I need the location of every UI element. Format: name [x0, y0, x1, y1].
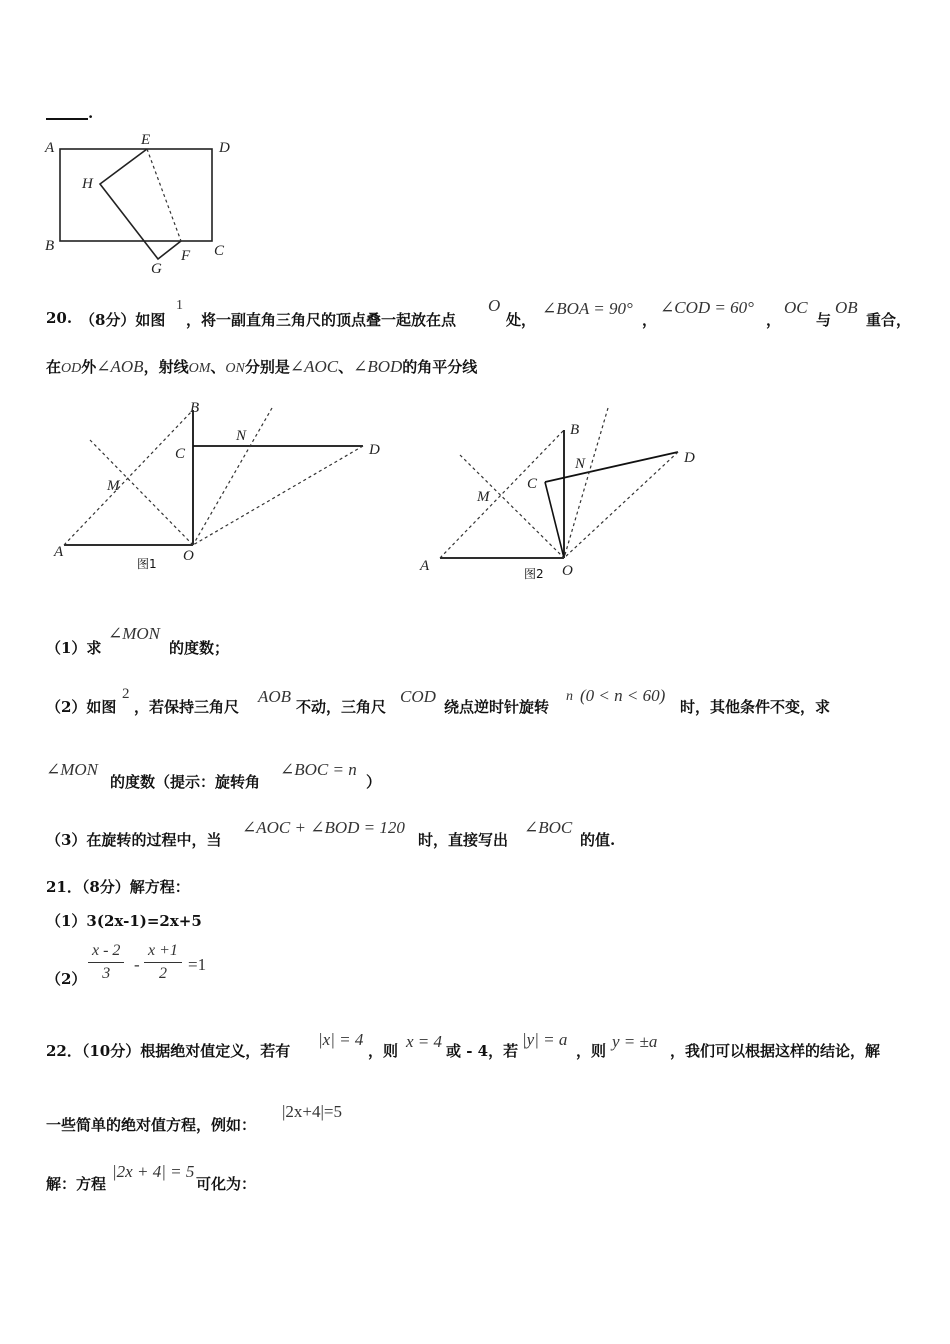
p2-b: ，若保持三角尺 [134, 698, 240, 716]
fig2-label-O: O [562, 563, 573, 579]
p2-mon: ∠MON [46, 760, 99, 779]
ray-OM [460, 455, 564, 558]
p3-boc: ∠BOC [524, 818, 573, 837]
fig2-label-A: A [420, 558, 430, 574]
p3-c: 的值. [580, 831, 616, 849]
seg-AB [440, 430, 564, 558]
label-B: B [45, 238, 55, 254]
p2-c: 不动，三角尺 [296, 698, 387, 716]
q20-angle-aoc: ∠AOC [289, 357, 339, 376]
q20-text1: ，将一副直角三角尺的顶点叠一起放在点 [186, 311, 457, 329]
q21-part1: （1）3(2x-1)=2x+5 [46, 912, 202, 930]
p2-aob: AOB [258, 687, 292, 706]
q21-frac1 [88, 942, 124, 983]
q22-abs-x: |x| = 4 [318, 1030, 364, 1049]
p2-a: （2）如图 [46, 698, 117, 716]
q22-sol-a: 解：方程 [46, 1175, 107, 1193]
fig1-label-A: A [54, 544, 64, 560]
q21-rhs: =1 [188, 955, 207, 974]
q20-ON: ON [225, 361, 245, 376]
p1-mon: ∠MON [108, 624, 161, 643]
label-C: C [214, 243, 225, 259]
seg-CO [545, 482, 564, 558]
p3-b: 时，直接写出 [418, 831, 509, 849]
label-H: H [82, 176, 93, 192]
q20-l2-b: 外 [81, 358, 97, 376]
q20-l2-c: ，射线 [143, 358, 189, 376]
fig1-label-M: M [107, 478, 120, 494]
dashed-ef [147, 149, 181, 241]
q21-frac1-num: x - 2 [88, 942, 124, 963]
fig1-label-C: C [175, 446, 186, 462]
q20-l2-f: 、 [338, 358, 354, 376]
q20-score: （8分）如图 [80, 311, 166, 329]
q22-x-eq: x = 4 [406, 1032, 443, 1051]
q20-point-O: O [488, 296, 501, 315]
p2-d: 绕点逆时针旋转 [444, 698, 550, 716]
q20-fig-ref: 1 [176, 298, 183, 313]
q21-frac2 [144, 942, 182, 983]
q20-l2-e: 分别是 [244, 358, 290, 376]
p2-f: 的度数（提示：旋转角 [110, 773, 261, 791]
q21-frac2-den: 2 [158, 965, 167, 982]
p3-expr: ∠AOC + ∠BOD = 120 [242, 818, 405, 837]
fig2-label-M: M [477, 489, 490, 505]
fig1-label-N: N [236, 428, 247, 444]
fig1-label-B: B [190, 400, 200, 416]
q22-c: 或 - 4，若 [446, 1042, 519, 1060]
fig2-label-C: C [527, 476, 538, 492]
q20-angle-bod: ∠BOD [353, 357, 403, 376]
q22-a: 22．（10分）根据绝对值定义，若有 [46, 1042, 291, 1060]
label-F: F [181, 248, 191, 264]
label-D: D [219, 140, 230, 156]
seg-DO [193, 446, 363, 545]
q20-number: 20. [46, 309, 73, 327]
q20-angle-cod: ∠COD = 60° [660, 298, 754, 317]
q22-y-eq: y = ±a [612, 1032, 658, 1051]
q20-line2 [46, 356, 477, 380]
q22-sol-b: 可化为： [196, 1175, 257, 1193]
q20-OC: OC [784, 298, 808, 317]
q20-angle-aob: ∠AOB [96, 357, 144, 376]
p2-n: n [566, 689, 573, 704]
p2-fig: 2 [122, 686, 130, 702]
q21-minus: - [134, 955, 140, 974]
q21-title: 21．（8分）解方程： [46, 878, 190, 896]
fold-hgf [100, 149, 181, 259]
q21-frac1-den: 3 [102, 965, 111, 982]
q20-text3: 与 [816, 311, 832, 329]
figure-1 [40, 392, 400, 582]
q21-frac2-num: x +1 [144, 942, 182, 963]
q22-b: ，则 [368, 1042, 399, 1060]
label-A: A [45, 140, 55, 156]
q20-l2-d: 、 [210, 358, 226, 376]
q22-abs-y: |y| = a [522, 1030, 568, 1049]
p3-a: （3）在旋转的过程中，当 [46, 831, 222, 849]
q22-d: ，则 [576, 1042, 607, 1060]
q22-e: ，我们可以根据这样的结论，解 [670, 1042, 881, 1060]
blank-period: . [88, 104, 94, 122]
q20-sep2: ， [766, 311, 782, 329]
fig2-label-N: N [575, 456, 586, 472]
rectangle-abcd [60, 149, 212, 241]
answer-blank [46, 104, 88, 120]
q22-sol-expr: |2x + 4| = 5 [112, 1162, 195, 1181]
q21-p2-label: （2） [46, 970, 87, 988]
q20-text4: 重合， [866, 311, 912, 329]
q20-angle-boa: ∠BOA = 90° [542, 299, 633, 318]
q22-example: |2x+4|=5 [282, 1102, 342, 1121]
label-E: E [141, 132, 151, 148]
q20-OB: OB [835, 298, 858, 317]
q20-OD: OD [61, 361, 82, 376]
rectangle-figure [40, 130, 250, 280]
fig2-label-B: B [570, 422, 580, 438]
q20-l2-g: 的角平分线 [402, 358, 478, 376]
p2-range: (0 < n < 60) [580, 686, 666, 705]
label-G: G [151, 261, 162, 277]
fig1-label-D: D [369, 442, 380, 458]
p2-g: ） [366, 773, 382, 791]
p2-boc: ∠BOC = n [280, 760, 357, 779]
q20-text2: 处， [506, 311, 537, 329]
q22-line2-text: 一些简单的绝对值方程，例如： [46, 1116, 257, 1134]
p1-a: （1）求 [46, 639, 102, 657]
seg-CD [545, 452, 678, 482]
fig1-label-O: O [183, 548, 194, 564]
q20-OM: OM [188, 361, 211, 376]
seg-AB [64, 410, 193, 545]
fig2-label-D: D [684, 450, 695, 466]
p1-b: 的度数； [169, 639, 230, 657]
fig1-caption: 图1 [137, 557, 157, 571]
q20-l2-a: 在 [46, 358, 62, 376]
q20-sep1: ， [642, 311, 658, 329]
p2-e: 时，其他条件不变，求 [680, 698, 831, 716]
fig2-caption: 图2 [524, 567, 544, 581]
p2-cod: COD [400, 687, 436, 706]
ray-ON [193, 408, 272, 545]
figure-2 [410, 400, 710, 585]
